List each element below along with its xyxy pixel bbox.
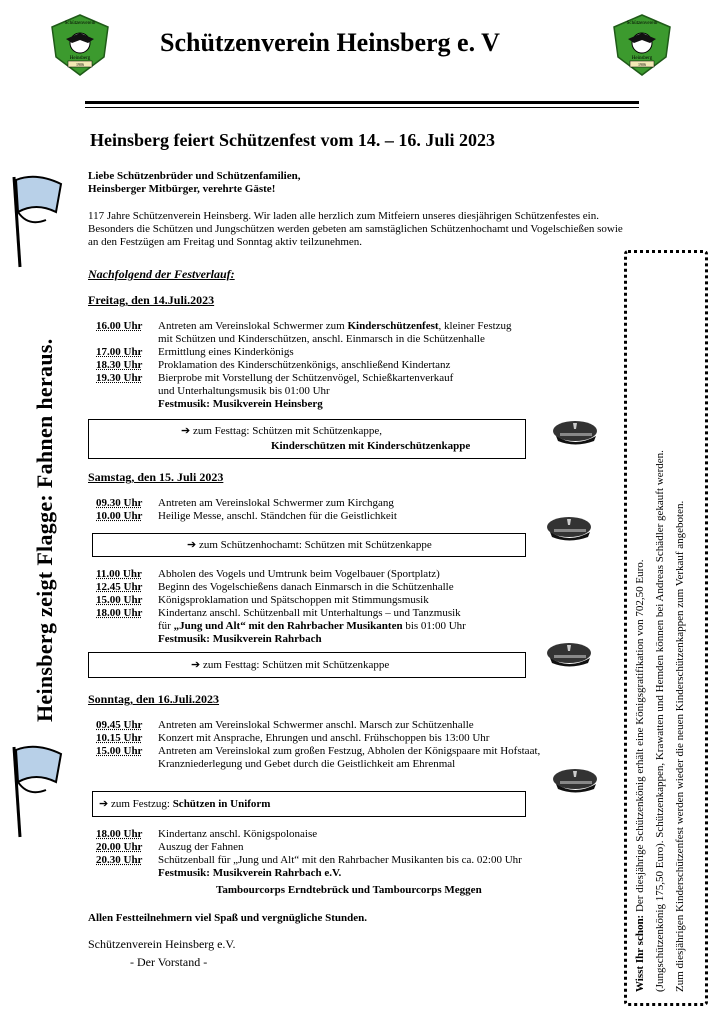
schedule-time: 11.00 Uhr xyxy=(96,568,142,580)
flag-icon xyxy=(6,172,66,272)
saturday-festtag-box xyxy=(88,652,526,678)
notes-line: Zum diesjährigen Kinderschützenfest werden wieder die neuen Kinderschützenkappen zum Verkauf angeboten. xyxy=(674,500,686,992)
schedule-text-plain: Abholen des Vogels und Umtrunk beim Vogelbauer (Sportplatz) xyxy=(158,568,440,580)
schedule-text-plain: Beginn des Vogelschießens danach Einmarsch in die Schützenhalle xyxy=(158,581,454,593)
cap-icon xyxy=(550,766,600,796)
greeting xyxy=(88,170,301,196)
logo-text-year: 1906 xyxy=(76,62,84,67)
intro-text: 117 Jahre Schützenverein Heinsberg. Wir laden alle herzlich zum Mitfeiern unseres diesjährigen Schützenfestes ein. Besonders die Schützen und Jungschützen werden gebeten am samstäglichen Schützenhochamt und Vogelschießen sowie an den Festzügen am Freitag und Sonntag aktiv teilzunehmen. xyxy=(88,210,623,248)
notes-text: Der diesjährige Schützenkönig erhält eine Königsgratifikation von 702,50 Euro. xyxy=(634,559,646,915)
saturday-dress-line: ➔ zum Schützenhochamt: Schützen mit Schützenkappe xyxy=(187,539,432,551)
schedule-time: 19.30 Uhr xyxy=(96,372,143,384)
schedule-time: 16.00 Uhr xyxy=(96,320,143,332)
friday-dress-line: ➔ zum Festtag: Schützen mit Schützenkappe, xyxy=(181,425,383,437)
sunday-dress-line xyxy=(99,797,270,811)
flag-icon xyxy=(6,742,66,842)
greeting-line: Heinsberger Mitbürger, verehrte Gäste! xyxy=(88,183,276,195)
sunday-heading: Sonntag, den 16.Juli.2023 xyxy=(88,692,220,706)
program-heading: Nachfolgend der Festverlauf: xyxy=(88,267,235,281)
club-logo-right xyxy=(610,13,674,77)
schedule-text-plain: Kindertanz anschl. Schützenball mit Unterhaltungs – und Tanzmusik xyxy=(158,607,461,619)
schedule-time: 12.45 Uhr xyxy=(96,581,143,593)
notes-line: (Jungschützenkönig 175,50 Euro). Schützenkappen, Krawatten und Hemden können bei Andreas Schädler gekauft werden. xyxy=(654,450,666,992)
signature-role: - Der Vorstand - xyxy=(130,955,208,969)
header-rule xyxy=(85,101,639,104)
schedule-time: 09.45 Uhr xyxy=(96,719,143,731)
schedule-text-plain: Kindertanz anschl. Königspolonaise xyxy=(158,828,318,840)
schedule-text-after: bis 01:00 Uhr xyxy=(402,620,466,632)
sunday-dress-prefix: ➔ zum Festzug: xyxy=(99,798,173,810)
logo-text-mid: Heinsberg xyxy=(631,56,653,61)
schedule-time: 18.00 Uhr xyxy=(96,607,143,619)
schedule-text-plain: Heilige Messe, anschl. Ständchen für die Geistlichkeit xyxy=(158,510,397,522)
schedule-time: 20.00 Uhr xyxy=(96,841,143,853)
schedule-text-bold: „Jung und Alt“ mit den Rahrbacher Musikanten xyxy=(173,620,403,632)
schedule-text-plain: Auszug der Fahnen xyxy=(158,841,244,853)
logo-text-top: Schützenverein xyxy=(64,21,96,26)
schedule-text-plain: Antreten am Vereinslokal zum großen Festzug, Abholen der Königspaare mit Hofstaat, xyxy=(158,745,541,757)
schedule-text-plain: mit Schützen und Kinderschützen, anschl. Einmarsch in die Schützenhalle xyxy=(158,333,485,345)
schedule-text-plain: Antreten am Vereinslokal Schwermer zum xyxy=(158,320,348,332)
club-logo-left xyxy=(48,13,112,77)
event-headline: Heinsberg feiert Schützenfest vom 14. – 16. Juli 2023 xyxy=(90,130,495,150)
schedule-time: 17.00 Uhr xyxy=(96,346,143,358)
schedule-time: 15.00 Uhr xyxy=(96,745,143,757)
schedule-time: 18.00 Uhr xyxy=(96,828,143,840)
friday-heading: Freitag, den 14.Juli.2023 xyxy=(88,293,215,307)
schedule-text-plain: Königsproklamation und Spätschoppen mit Stimmungsmusik xyxy=(158,594,429,606)
schedule-text-plain: für xyxy=(158,620,174,632)
schedule-text-bold: Festmusik: Musikverein Heinsberg xyxy=(158,398,323,410)
schedule-text-plain: und Unterhaltungsmusik bis 01:00 Uhr xyxy=(158,385,330,397)
schedule-time: 10.15 Uhr xyxy=(96,732,143,744)
schedule-time: 18.30 Uhr xyxy=(96,359,143,371)
schedule-text-plain: Antreten am Vereinslokal Schwermer anschl. Marsch zur Schützenhalle xyxy=(158,719,474,731)
logo-text-mid: Heinsberg xyxy=(69,56,91,61)
schedule-text-plain: Konzert mit Ansprache, Ehrungen und anschl. Frühschoppen bis 13:00 Uhr xyxy=(158,732,490,744)
schedule-text-plain: Antreten am Vereinslokal Schwermer zum Kirchgang xyxy=(158,497,394,509)
schedule-text-bold: Festmusik: Musikverein Rahrbach xyxy=(158,633,322,645)
greeting-line: Liebe Schützenbrüder und Schützenfamilien, xyxy=(88,170,301,182)
page-title: Schützenverein Heinsberg e. V xyxy=(160,28,500,57)
schedule-time: 09.30 Uhr xyxy=(96,497,143,509)
notes-line xyxy=(634,252,647,992)
saturday-festtag-line: ➔ zum Festtag: Schützen mit Schützenkappe xyxy=(191,659,390,671)
friday-dress-box xyxy=(88,419,526,459)
schedule-text-plain: Proklamation des Kinderschützenkönigs, anschließend Kindertanz xyxy=(158,359,451,371)
sunday-dress-box xyxy=(92,791,526,817)
cap-icon xyxy=(544,514,594,544)
header-rule-thin xyxy=(85,107,639,108)
schedule-text-plain: Kranzniederlegung und Gebet durch die Geistlichkeit am Ehrenmal xyxy=(158,758,456,770)
cap-icon xyxy=(544,640,594,670)
friday-dress-line-bold: Kinderschützen mit Kinderschützenkappe xyxy=(271,440,471,452)
schedule-text-after: , kleiner Festzug xyxy=(438,320,512,332)
schedule-text-bold: Festmusik: Musikverein Rahrbach e.V. xyxy=(158,867,342,879)
side-banner: Heinsberg zeigt Flagge: Fahnen heraus. xyxy=(32,338,57,722)
tambour-line: Tambourcorps Erndtebrück und Tambourcorps Meggen xyxy=(216,884,482,896)
sunday-dress-bold: Schützen in Uniform xyxy=(172,798,271,810)
schedule-text-plain: Bierprobe mit Vorstellung der Schützenvögel, Schießkartenverkauf xyxy=(158,372,454,384)
logo-text-top: Schützenverein xyxy=(626,21,658,26)
signature-name: Schützenverein Heinsberg e.V. xyxy=(88,937,236,951)
schedule-text-plain: Ermittlung eines Kinderkönigs xyxy=(158,346,294,358)
schedule-time: 15.00 Uhr xyxy=(96,594,143,606)
schedule-text-bold: Kinderschützenfest xyxy=(347,320,439,332)
saturday-dress-box xyxy=(92,533,526,557)
logo-text-year: 1906 xyxy=(638,62,646,67)
notes-bold: Wisst Ihr schon: xyxy=(634,914,646,992)
schedule-time: 10.00 Uhr xyxy=(96,510,143,522)
closing-text: Allen Festteilnehmern viel Spaß und vergnügliche Stunden. xyxy=(88,912,368,924)
schedule-text-plain: Schützenball für „Jung und Alt“ mit den Rahrbacher Musikanten bis ca. 02:00 Uhr xyxy=(158,854,522,866)
cap-icon xyxy=(550,418,600,448)
saturday-heading: Samstag, den 15. Juli 2023 xyxy=(88,470,224,484)
schedule-time: 20.30 Uhr xyxy=(96,854,143,866)
